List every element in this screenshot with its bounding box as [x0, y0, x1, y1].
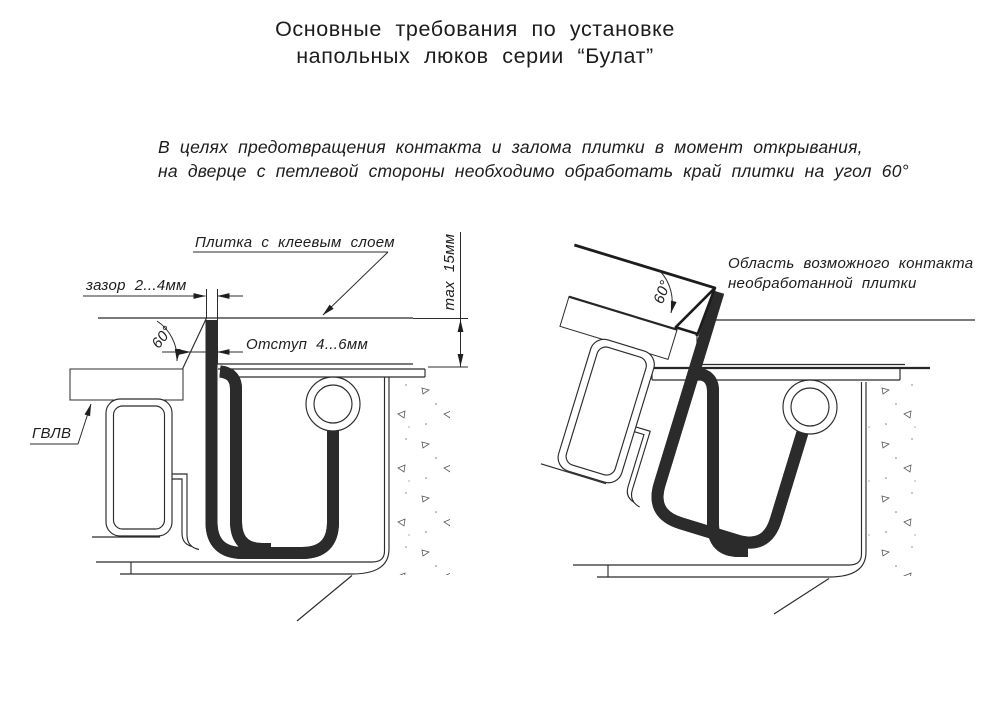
left-view-closed-hatch	[30, 232, 468, 621]
crosshatch-board	[70, 369, 183, 400]
contact-label-line2: необработанной плитки	[728, 275, 917, 292]
dim-tile-leader	[193, 234, 395, 315]
break-line-right	[774, 579, 829, 615]
dim-angle-left	[148, 321, 177, 361]
note-line2: на дверце с петлевой стороны необходимо обработать край плитки на угол 60°	[158, 160, 909, 181]
door-profile-open	[555, 336, 658, 486]
dim-gap	[83, 277, 243, 364]
angle-label-right: 60°	[650, 278, 675, 307]
door-tube-left	[212, 320, 334, 553]
max-height-label: max 15мм	[441, 233, 458, 311]
note-line1: В целях предотвращения контакта и залома плитки в момент открывания,	[158, 137, 863, 157]
sheet-title-line2: напольных люков серии “Булат”	[296, 44, 654, 68]
right-view-open-hatch	[506, 245, 975, 614]
door-bracket-left	[172, 474, 199, 550]
break-line-left	[297, 576, 352, 622]
board-label: ГВЛВ	[32, 425, 72, 442]
dim-angle-right	[650, 271, 674, 313]
concrete-texture-left	[391, 379, 450, 575]
hinge-barrel-left	[306, 377, 360, 431]
offset-label: Отступ 4...6мм	[246, 336, 369, 353]
hinge-barrel-right	[783, 380, 837, 434]
concrete-texture-right	[868, 382, 927, 576]
door-profile-left	[106, 399, 172, 536]
dim-max-height	[413, 232, 468, 367]
sheet-title-line1: Основные требования по установке	[275, 17, 675, 41]
contact-area-label	[728, 255, 973, 292]
dim-board-leader	[30, 404, 91, 444]
open-tile-surface	[574, 245, 715, 288]
frame-channel-tube-left	[220, 372, 271, 550]
gap-label: зазор 2...4мм	[86, 277, 187, 294]
angle-label-left: 60°	[148, 322, 177, 352]
dim-offset	[162, 336, 368, 353]
contact-label-line1: Область возможного контакта	[728, 255, 974, 272]
tile-label: Плитка с клеевым слоем	[195, 234, 395, 251]
